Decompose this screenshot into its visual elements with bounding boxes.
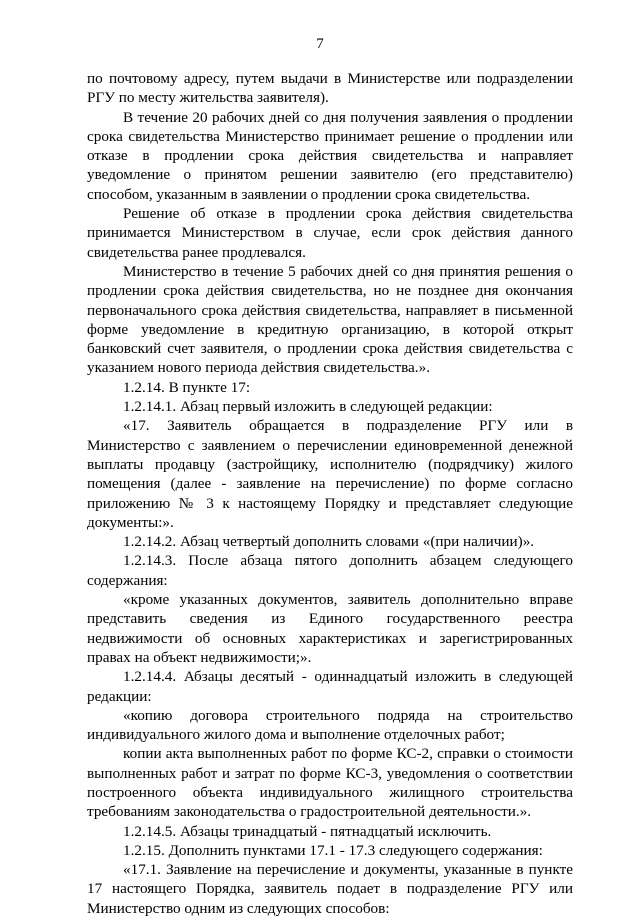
document-body: [87, 69, 573, 918]
paragraph: «копию договора строительного подряда на строительство индивидуального жилого дома и выполнение отделочных работ;: [87, 706, 573, 744]
paragraph: «17.1. Заявление на перечисление и документы, указанные в пункте 17 настоящего Порядка, заявитель подает в подразделение РГУ или Министерство одним из следующих способов:: [87, 861, 573, 917]
page-number: 7: [316, 36, 324, 52]
paragraph: 1.2.14. В пункте 17:: [123, 378, 251, 396]
paragraph: 1.2.14.5. Абзацы тринадцатый - пятнадцатый исключить.: [123, 822, 492, 840]
paragraph: В течение 20 рабочих дней со дня получения заявления о продлении срока свидетельства Министерство принимает решение о продлении или отказе в продлении срока действия свидетельства и направляет уведомление о принятом решении заявителю (его представителю) способом, указанным в заявлении о продлении срока свидетельства.: [87, 108, 573, 203]
paragraph: 1.2.14.4. Абзацы десятый - одиннадцатый изложить в следующей редакции:: [87, 668, 573, 705]
paragraph: 1.2.15. Дополнить пунктами 17.1 - 17.3 следующего содержания:: [123, 841, 543, 859]
paragraph: Решение об отказе в продлении срока действия свидетельства принимается Министерством в случае, если срок действия данного свидетельства ранее продлевался.: [87, 205, 573, 261]
paragraph: Министерство в течение 5 рабочих дней со дня принятия решения о продлении срока действия свидетельства, но не позднее дня окончания первоначального срока действия свидетельства, направляет в письменной форме уведомление в кредитную организацию, в которой открыт банковский счет заявителя, о продлении срока действия свидетельства с указанием нового периода действия свидетельства.».: [87, 262, 573, 377]
paragraph: «кроме указанных документов, заявитель дополнительно вправе представить сведения из Единого государственного реестра недвижимости об основных характеристиках и зарегистрированных правах на объект недвижимости;».: [87, 591, 573, 666]
paragraph: 1.2.14.2. Абзац четвертый дополнить словами «(при наличии)».: [123, 533, 535, 551]
paragraph: «17. Заявитель обращается в подразделение РГУ или в Министерство с заявлением о перечислении единовременной денежной выплаты продавцу (застройщику, исполнителю (подрядчику) жилого помещения (далее - заявление на перечисление) по форме согласно приложению № 3 к настоящему Порядку и представляет следующие документы:».: [87, 417, 573, 531]
paragraph: 1.2.14.3. После абзаца пятого дополнить абзацем следующего содержания:: [87, 552, 573, 589]
paragraph: копии акта выполненных работ по форме КС-2, справки о стоимости выполненных работ и затрат по форме КС-3, уведомления о соответствии построенного объекта индивидуального жилищного строительства требованиям законодательства о градостроительной деятельности.».: [87, 745, 573, 821]
paragraph: по почтовому адресу, путем выдачи в Министерстве или подразделении РГУ по месту жительства заявителя).: [87, 70, 573, 107]
paragraph: 1.2.14.1. Абзац первый изложить в следующей редакции:: [123, 398, 493, 416]
